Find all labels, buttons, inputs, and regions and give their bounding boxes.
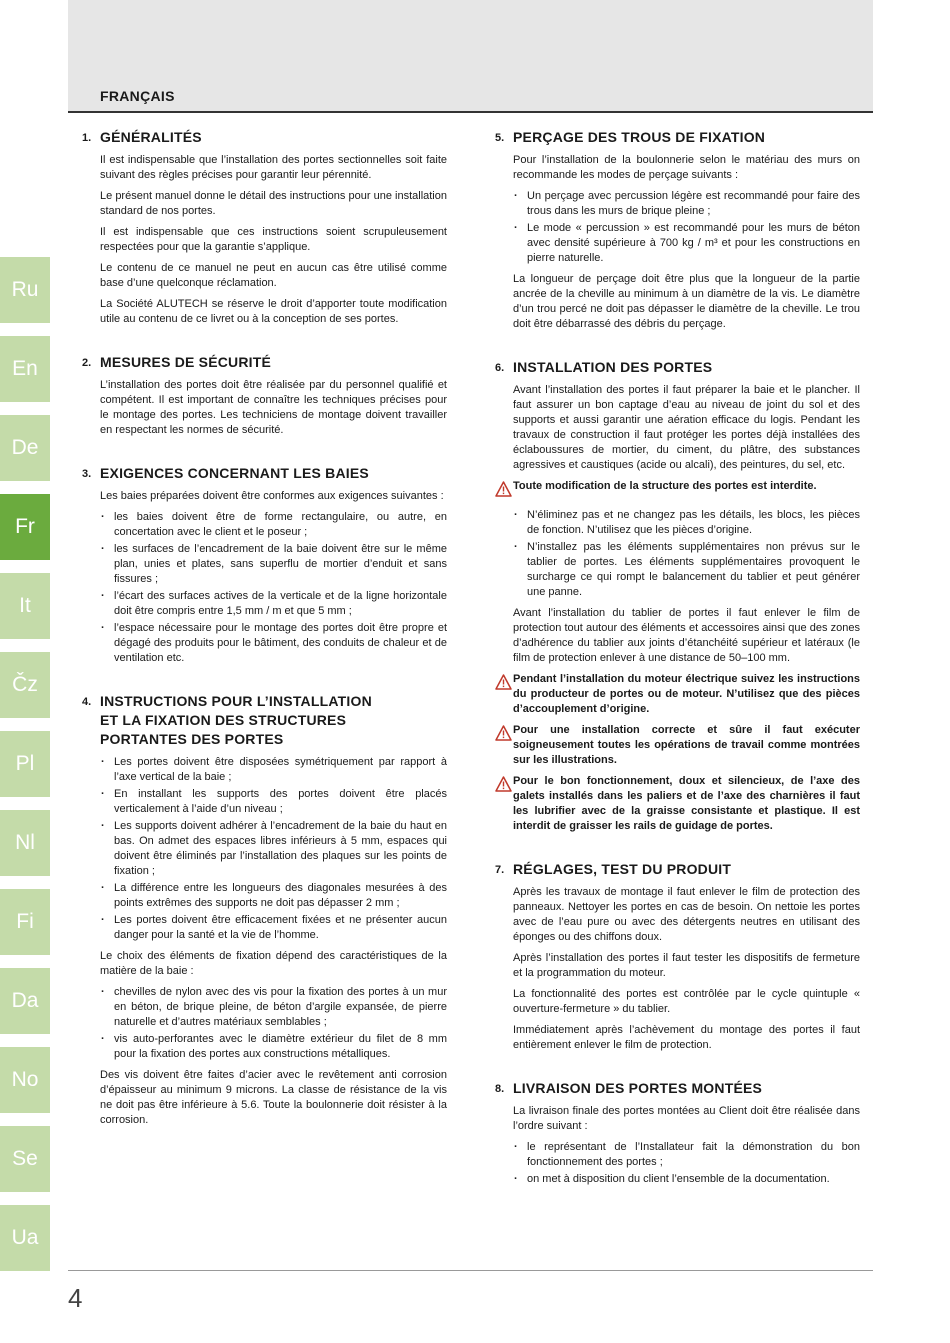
list-item: · Les portes doivent être efficacement fixées et ne présenter aucun danger pour la santé et la vie de l’homme.: [100, 913, 447, 943]
title-line: ET LA FIXATION DES STRUCTURES: [100, 712, 347, 728]
section-heading: [82, 353, 447, 372]
section-number: 8.: [495, 1083, 505, 1095]
warning-triangle-icon: [495, 674, 513, 695]
warning-note: [495, 672, 860, 717]
list-item: · En installant les supports des portes doivent être placés verticalement à l’aide d’un niveau ;: [100, 787, 447, 817]
section-livraison: [495, 1079, 860, 1187]
paragraph: La livraison finale des portes montées au Client doit être réalisée dans l’ordre suivant :: [513, 1105, 860, 1132]
bullet-list: [100, 985, 447, 1062]
section-number: 4.: [82, 696, 92, 708]
section-title: [100, 692, 372, 749]
paragraph: Le présent manuel donne le détail des instructions pour une installation standard de nos portes.: [100, 190, 447, 217]
section-generalites: [82, 128, 447, 327]
lang-tab-fr[interactable]: Fr: [0, 494, 50, 560]
list-item: · Les supports doivent adhérer à l’encadrement de la baie du haut en bas. On admet des espaces libres inférieurs à 5 mm, espaces qui doivent être éliminés par l’installation des plaques sur les points de fixation ;: [100, 819, 447, 879]
section-installation: [495, 358, 860, 834]
section-title: RÉGLAGES, TEST DU PRODUIT: [513, 861, 732, 877]
section-heading: [82, 128, 447, 147]
lang-tab-it[interactable]: It: [0, 573, 50, 639]
warning-note: [495, 774, 860, 834]
section-title: INSTALLATION DES PORTES: [513, 359, 713, 375]
paragraph: Pour l’installation de la boulonnerie selon le matériau des murs on recommande les modes de perçage suivants :: [513, 154, 860, 181]
lang-tab-en[interactable]: En: [0, 336, 50, 402]
footer-divider: [68, 1270, 873, 1271]
section-heading: [495, 128, 860, 147]
paragraph: Avant l’installation des portes il faut préparer la baie et le plancher. Il faut assurer un bon captage d’eau au niveau de joint du sol et des supports et aussi garantir une aération efficace du logis. Pendant les travaux de construction il faut protéger les portes déjà installées des éclaboussures de mortier, du ciment, du plâtre, des substances agressives et caustiques (acide ou alcali), des peintures, du sel, etc.: [513, 384, 860, 471]
paragraph: La Société ALUTECH se réserve le droit d’apporter toute modification utile au contenu de ce livret ou à la conception de ses portes.: [100, 298, 447, 325]
paragraph: Avant l’installation du tablier de portes il faut enlever le film de protection tout autour des éléments et accessoires ainsi que des zones d’adhérence du tablier aux joints d’étanchéité supérieur et latéraux (le film de protection enlever à une distance de 50–100 mm.: [513, 607, 860, 664]
title-line: INSTRUCTIONS POUR L’INSTALLATION: [100, 693, 372, 709]
right-column: [495, 128, 860, 1213]
warning-text: Pour le bon fonctionnement, doux et silencieux, de l’axe des galets installés dans les paliers et de l’axe des charnières il faut les lubrifier avec de la graisse consistante et plastique. Il est interdit de graisser les rails de guidage de portes.: [513, 775, 860, 832]
section-reglages: [495, 860, 860, 1053]
warning-text: Pour une installation correcte et sûre il faut exécuter soigneusement toutes les opérations de travail comme montrées sur les illustrations.: [513, 724, 860, 766]
section-heading: [495, 860, 860, 879]
list-item: · le représentant de l’Installateur fait la démonstration du bon fonctionnement des portes ;: [513, 1140, 860, 1170]
title-line: PORTANTES DES PORTES: [100, 731, 284, 747]
header-divider: [68, 111, 873, 113]
paragraph: Il est indispensable que ces instructions soient scrupuleusement respectées pour que la garantie s’applique.: [100, 226, 447, 253]
page-number: 4: [68, 1283, 83, 1313]
warning-triangle-icon: [495, 481, 513, 502]
section-number: 7.: [495, 864, 505, 876]
paragraph: Après l’installation des portes il faut tester les dispositifs de fermeture et la programmation du moteur.: [513, 952, 860, 979]
paragraph: La fonctionnalité des portes est contrôlée par le cycle quintuple « ouverture-fermeture » du tablier.: [513, 988, 860, 1015]
section-securite: [82, 353, 447, 438]
section-heading: [495, 358, 860, 377]
lang-tab-ru[interactable]: Ru: [0, 257, 50, 323]
lang-tab-da[interactable]: Da: [0, 968, 50, 1034]
paragraph: Le choix des éléments de fixation dépend des caractéristiques de la matière de la baie :: [100, 950, 447, 977]
list-item: · N’éliminez pas et ne changez pas les détails, les blocs, les pièces de fonction. N’utilisez que les pièces d’origine.: [513, 508, 860, 538]
section-heading: [495, 1079, 860, 1098]
list-item: · La différence entre les longueurs des diagonales mesurées à des points extrêmes des supports ne doit pas dépasser 2 mm ;: [100, 881, 447, 911]
bullet-list: [513, 508, 860, 600]
bullet-list: [513, 1140, 860, 1187]
warning-text: Pendant l’installation du moteur électrique suivez les instructions du producteur de portes ou de moteur. N’utilisez que des pièces d’accouplement d’origine.: [513, 673, 860, 715]
section-number: 5.: [495, 132, 505, 144]
lang-tab-cz[interactable]: Čz: [0, 652, 50, 718]
warning-triangle-icon: [495, 776, 513, 797]
lang-tab-nl[interactable]: Nl: [0, 810, 50, 876]
section-title: PERÇAGE DES TROUS DE FIXATION: [513, 129, 766, 145]
section-percage: [495, 128, 860, 332]
language-heading: FRANÇAIS: [100, 88, 175, 104]
left-column: [82, 128, 447, 1154]
section-title: GÉNÉRALITÉS: [100, 129, 202, 145]
list-item: · l’écart des surfaces actives de la verticale et de la ligne horizontale doit être compris entre 1,5 mm / m et que 5 mm ;: [100, 589, 447, 619]
warning-note: [495, 723, 860, 768]
paragraph: L’installation des portes doit être réalisée par du personnel qualifié et compétent. Il est important de connaître les techniques précises pour le montage des portes. Les techniciens de montage doivent travailler en respectant les normes de sécurité.: [100, 379, 447, 436]
list-item: · Les portes doivent être disposées symétriquement par rapport à l’axe vertical de la baie ;: [100, 755, 447, 785]
section-title: LIVRAISON DES PORTES MONTÉES: [513, 1080, 763, 1096]
section-number: 3.: [82, 468, 92, 480]
list-item: · Un perçage avec percussion légère est recommandé pour faire des trous dans les murs de brique pleine ;: [513, 189, 860, 219]
lang-tab-no[interactable]: No: [0, 1047, 50, 1113]
lang-tab-ua[interactable]: Ua: [0, 1205, 50, 1271]
paragraph: La longueur de perçage doit être plus que la longueur de la partie ancrée de la cheville au minimum à un diamètre de la vis. Le diamètre d’un trou percé ne doit pas dépasser le diamètre de la cheville. Le trou doit être débarrassé des débris du perçage.: [513, 273, 860, 330]
list-item: · vis auto-perforantes avec le diamètre extérieur du filet de 8 mm pour la fixation des portes aux constructions métalliques.: [100, 1032, 447, 1062]
warning-note: [495, 479, 860, 502]
section-instructions: [82, 692, 447, 1128]
section-heading: [82, 464, 447, 483]
bullet-list: [100, 755, 447, 943]
lang-tab-de[interactable]: De: [0, 415, 50, 481]
bullet-list: [513, 189, 860, 266]
warning-text: Toute modification de la structure des portes est interdite.: [513, 480, 817, 492]
warning-triangle-icon: [495, 725, 513, 746]
list-item: · N’installez pas les éléments supplémentaires non prévus sur le tablier de portes. Les éléments supplémentaires provoquent le surcharge ce qui rompt le balancement du tablier et peut générer une panne.: [513, 540, 860, 600]
section-number: 6.: [495, 362, 505, 374]
section-baies: [82, 464, 447, 666]
paragraph: Immédiatement après l’achèvement du montage des portes il faut entièrement enlever le film de protection.: [513, 1024, 860, 1051]
section-number: 1.: [82, 132, 92, 144]
section-title: MESURES DE SÉCURITÉ: [100, 354, 272, 370]
lang-tab-pl[interactable]: Pl: [0, 731, 50, 797]
bullet-list: [100, 510, 447, 666]
list-item: · chevilles de nylon avec des vis pour la fixation des portes à un mur en béton, de brique pleine, de béton d’argile expansée, de pierre naturelle et d’autres matériaux semblables ;: [100, 985, 447, 1030]
section-title: EXIGENCES CONCERNANT LES BAIES: [100, 465, 369, 481]
paragraph: Après les travaux de montage il faut enlever le film de protection des panneaux. Nettoyer les portes en cas de besoin. On nettoie les portes avec de l’eau pure ou avec des détergents neutres en utilisant des éponges ou des chiffons doux.: [513, 886, 860, 943]
list-item: · les surfaces de l’encadrement de la baie doivent être sur le même plan, unies et plates, sans superflu de mortier d’enduit et sans fissures ;: [100, 542, 447, 587]
lang-tab-se[interactable]: Se: [0, 1126, 50, 1192]
section-number: 2.: [82, 357, 92, 369]
paragraph: Les baies préparées doivent être conformes aux exigences suivantes :: [100, 490, 444, 502]
list-item: · on met à disposition du client l’ensemble de la documentation.: [513, 1172, 860, 1187]
lang-tab-fi[interactable]: Fi: [0, 889, 50, 955]
list-item: · Le mode « percussion » est recommandé pour les murs de béton avec densité supérieure à 700 kg / m³ et pour les constructions en pierre naturelle.: [513, 221, 860, 266]
paragraph: Des vis doivent être faites d’acier avec le revêtement anti corrosion d’épaisseur au minimum 9 microns. La classe de résistance de la vis ne doit pas être inférieure à 5.6. Toute la boulonnerie doit résister à la corrosion.: [100, 1069, 447, 1126]
paragraph: Le contenu de ce manuel ne peut en aucun cas être utilisé comme base d’une quelconque réclamation.: [100, 262, 447, 289]
header-band: [68, 0, 873, 111]
section-heading: [82, 692, 447, 749]
list-item: · l’espace nécessaire pour le montage des portes doit être propre et dégagé des produits pour le bâtiment, des conduits de chaleur et de ventilation etc.: [100, 621, 447, 666]
list-item: · les baies doivent être de forme rectangulaire, ou autre, en concertation avec le client et le poseur ;: [100, 510, 447, 540]
paragraph: Il est indispensable que l’installation des portes sectionnelles soit faite suivant des règles précises pour garantir leur pérennité.: [100, 154, 447, 181]
